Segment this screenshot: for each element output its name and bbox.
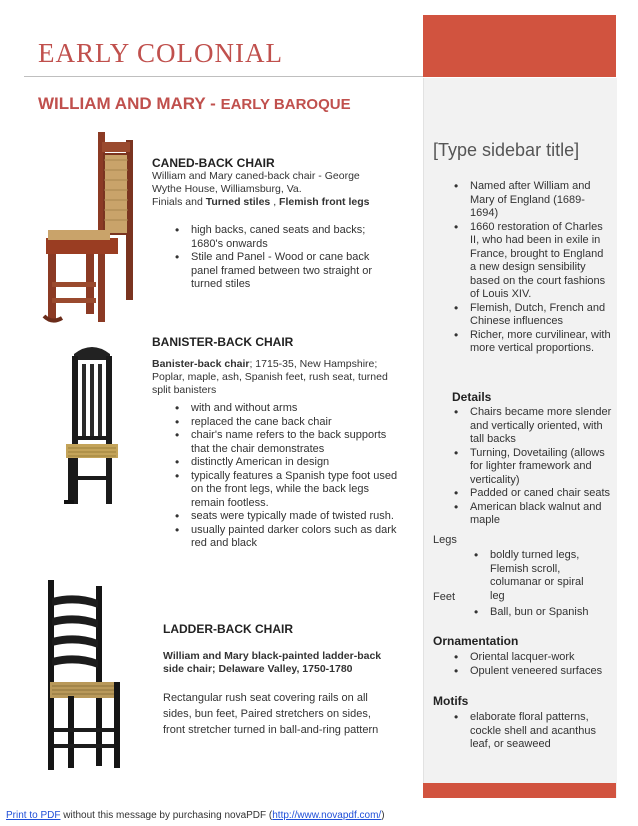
list-item: • Richer, more curvilinear, with more vertical proportions. [452,329,612,356]
legs-label: Legs [433,534,457,546]
caned-caption-legs: Flemish front legs [279,196,370,208]
caned-caption [152,170,392,209]
footer-end: ) [381,810,385,821]
ornamentation-list [452,651,617,678]
list-item: • Stile and Panel - Wood or cane back panel framed between two straight or turned stiles [173,251,393,292]
feet-list [472,606,597,620]
ladder-heading: LADDER-BACK CHAIR [163,622,293,636]
caned-back-chair-image [38,130,146,325]
list-item: • Turning, Dovetailing (allows for lighter framework and verticality) [452,447,612,488]
sidebar-intro-list [452,180,612,356]
sidebar-motifs [452,711,597,752]
list-item: • elaborate floral patterns, cockle shell and acanthus leaf, or seaweed [452,711,597,752]
sidebar-ornamentation [452,651,617,678]
list-item: • boldly turned legs, Flemish scroll, columanar or spiral leg [472,549,597,603]
details-heading: Details [452,390,492,404]
sidebar-legs [472,549,597,603]
sidebar-footer-bar [423,783,616,798]
feet-label: Feet [433,591,456,603]
list-item: • Padded or caned chair seats [452,487,612,501]
list-item: • Chairs became more slender and vertically oriented, with tall backs [452,406,612,447]
footer-text: without this message by purchasing novaPDF ( [60,810,273,821]
print-to-pdf-link[interactable]: Print to PDF [6,810,61,821]
banister-caption-bold: Banister-back chair [152,358,250,370]
motifs-list [452,711,597,752]
print-footer [6,810,385,821]
caned-caption-sep: , [270,196,280,208]
list-item: • Named after William and Mary of England (1689-1694) [452,180,612,221]
banister-heading: BANISTER-BACK CHAIR [152,335,294,349]
caned-caption-line2 [152,196,392,209]
list-item: • replaced the cane back chair [173,416,403,430]
ornamentation-heading: Ornamentation [433,634,519,648]
list-item: • distinctly American in design [173,456,403,470]
list-item: • Ball, bun or Spanish [472,606,597,620]
sidebar-header-bar [423,15,616,77]
ladder-back-chair-image [38,578,146,773]
subtitle-sub: EARLY BAROQUE [220,96,351,113]
list-item: • Flemish, Dutch, French and Chinese influences [452,302,612,329]
caned-bullets [173,224,393,292]
details-list [452,406,612,528]
sidebar-details [452,406,612,528]
sidebar-title: [Type sidebar title] [433,140,580,160]
sidebar-feet [472,606,597,620]
motifs-heading: Motifs [433,694,469,708]
ladder-description: Rectangular rush seat covering rails on all sides, bun feet, Paired stretchers on sides, front stretcher turned in ball-and-ring pattern [163,692,379,736]
caned-caption-line1: William and Mary caned-back chair - George Wythe House, Williamsburg, Va. [152,170,360,195]
page-subtitle [38,94,351,114]
list-item: • with and without arms [173,402,403,416]
sidebar-intro [452,180,612,356]
ladder-caption: William and Mary black-painted ladder-back side chair; Delaware Valley, 1750-1780 [163,650,382,675]
list-item: • seats were typically made of twisted rush. [173,510,403,524]
list-item: • usually painted darker colors such as dark red and black [173,524,403,551]
banister-bullets [173,402,403,551]
caned-heading: CANED-BACK CHAIR [152,156,275,170]
page-title: EARLY COLONIAL [38,38,284,68]
novapdf-link[interactable]: http://www.novapdf.com/ [272,810,382,821]
banister-back-chair-image [38,338,146,508]
list-item: • high backs, caned seats and backs; 1680's onwards [173,224,393,251]
list-item: • American black walnut and maple [452,501,612,528]
subtitle-main: WILLIAM AND MARY - [38,94,221,113]
list-item: • 1660 restoration of Charles II, who had been in exile in France, brought to England a new design sensibility based on the court fashions of Louis XIV. [452,221,612,302]
banister-caption [152,358,402,397]
title-rule [24,76,430,77]
list-item: • Oriental lacquer-work [452,651,617,665]
list-item: • chair's name refers to the back supports that the chair demonstrates [173,429,403,456]
list-item: • Opulent veneered surfaces [452,665,617,679]
legs-list [472,549,597,603]
caned-caption-finials: Finials and [152,196,206,208]
caned-caption-stiles: Turned stiles [205,196,271,208]
banister-caption-rest: ; 1715-35, New Hampshire; Poplar, maple, ash, Spanish feet, rush seat, turned split banisters [152,358,388,396]
list-item: • typically features a Spanish type foot used on the front legs, while the back legs remain footless. [173,470,403,511]
